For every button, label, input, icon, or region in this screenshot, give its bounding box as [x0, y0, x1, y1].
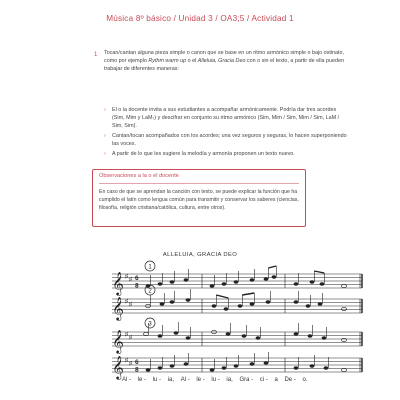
bullet-text: El o la docente invita a sus estudiantes a acompañar armónicamente. Podría dar tres acordes (Sim, Mim y LaM₇) y descifrar en conjunto su ritmo armónico (Sim, Mim / Sim, Mim / Sim, LaM / Sim, Sim). — [112, 107, 340, 129]
time-sig-bottom: 8 — [135, 366, 139, 374]
lyric-syllable: Gra - — [239, 377, 254, 383]
intro-text-part1: Tocan/cantan alguna pieza simple o canon que se base en un ritmo armónico simple o bajo ostinato, como por ejemplo — [104, 50, 345, 64]
item-number: 1 — [94, 52, 98, 58]
treble-clef-icon: 𝄞 — [112, 271, 124, 295]
sharp-icon: ♯ — [129, 335, 132, 341]
time-sig-bottom: 8 — [135, 282, 139, 290]
sharp-icon: ♯ — [129, 361, 132, 367]
lyric-syllable: lu - — [152, 377, 162, 383]
lyric-syllable: Al - — [180, 377, 190, 383]
bullet-text: A partir de lo que les sugiere la melodía y armonía proponen un texto nuevo. — [112, 150, 295, 157]
lyric-syllable: ia, — [226, 377, 233, 383]
sharp-icon: ♯ — [125, 358, 128, 364]
notes-staff-2 — [146, 298, 347, 310]
time-sig-top: 6 — [135, 359, 139, 366]
lyric-syllable: le - — [196, 377, 205, 383]
notes-staff-1 — [146, 275, 347, 287]
staff-number: 2 — [148, 288, 152, 295]
lyric-syllable: a — [274, 377, 278, 383]
chevron-right-icon: › — [104, 107, 106, 113]
lyric-syllable: Al - — [122, 377, 131, 383]
staff-number: 1 — [148, 264, 152, 271]
staff-2 — [112, 299, 362, 313]
lyric-syllable: De - — [284, 377, 296, 383]
staff-number: 3 — [148, 321, 152, 328]
bullet-text: Cantan/tocan acompañados con los acordes; una vez seguros y seguras, lo hacen superponiendo las voces. — [112, 132, 347, 147]
song-title: ALLELUIA, GRACIA DEO — [162, 252, 238, 258]
song-name-rythm-warm-up: Rythm warm up — [148, 57, 187, 64]
intro-text-part2: o el — [186, 57, 198, 64]
lyric-syllable: le - — [137, 377, 147, 383]
lyric-syllable: o. — [302, 377, 308, 383]
sharp-icon: ♯ — [129, 302, 132, 308]
lyric-syllable: ia, — [167, 377, 175, 383]
observations-body: En caso de que se aprendan la canción con texto, se puede explicar la función que ha cumplido el latín como lengua común para transmitir y conservar los saberes (ciencias, filosofía, religión cristiana/católica, cultura, entre otros). — [99, 189, 299, 211]
stems-staff-4 — [150, 352, 328, 370]
sharp-icon: ♯ — [125, 274, 128, 280]
sharp-icon: ♯ — [125, 299, 128, 305]
sharp-icon: ♯ — [125, 332, 128, 338]
page-header: Música 8º básico / Unidad 3 / OA3;5 / Actividad 1 — [106, 14, 294, 23]
lyric-syllable: lu - — [211, 377, 220, 383]
chevron-right-icon: › — [104, 132, 106, 139]
treble-clef-icon: 𝄞 — [112, 329, 124, 353]
song-name-alleluia: Alleluia, Gracia Deo — [197, 57, 246, 64]
observations-title: Observaciones a la o el docente — [99, 173, 299, 184]
sharp-icon: ♯ — [129, 277, 132, 283]
lyric-syllable: ci - — [259, 377, 268, 383]
time-sig-top: 6 — [135, 275, 139, 282]
song-lyrics — [122, 377, 332, 383]
intro-text-part3: con o sin el texto, a partir de ella pueden trabajar de diferentes maneras: — [104, 57, 345, 72]
treble-clef-icon: 𝄞 — [112, 355, 124, 379]
treble-clef-icon: 𝄞 — [112, 296, 124, 320]
chevron-right-icon: › — [104, 150, 106, 157]
notes-staff-4 — [146, 361, 347, 371]
